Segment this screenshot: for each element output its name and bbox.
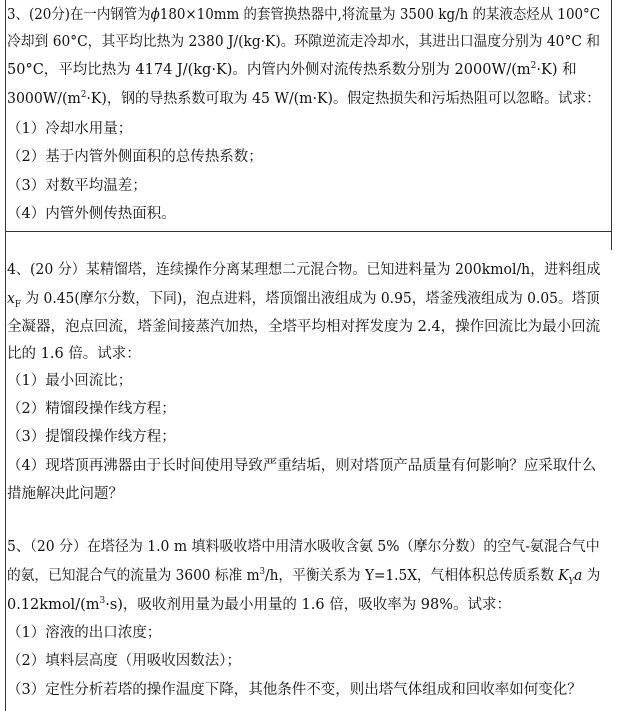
left-border-line — [5, 0, 6, 711]
q5-line-2: 的氨，已知混合气的流量为 3600 标准 $m^3/h$，平衡关系为 Y=1.5X，气相体积总传质系数 $K_Ya$ 为 — [7, 567, 601, 587]
q4-subquestion-2: （2）精馏段操作线方程； — [7, 401, 176, 417]
q4-line-2: $x_F$ 为 0.45(摩尔分数，下同)，泡点进料，塔顶馏出液组成为 0.95，塔釜残液组成为 0.05。塔顶 — [7, 291, 600, 310]
q3-subquestion-2: （2）基于内管外侧面积的总传热系数； — [7, 149, 263, 165]
q3-line-1: 3、(20分)在一内钢管为ϕ180×10mm 的套管换热器中,将流量为 3500 kg/h 的某液态烃从 100°C — [7, 7, 601, 23]
q5-subquestion-2: （2）填料层高度（用吸收因数法）； — [7, 653, 241, 669]
q4-line-1: 4、(20 分）某精馏塔，连续操作分离某理想二元混合物。已知进料量为 200kmol/h，进料组成 — [7, 262, 601, 278]
q3-subquestion-1: （1）冷却水用量； — [7, 121, 133, 137]
q4-subquestion-4: （4）现塔顶再沸器由于长时间使用导致严重结垢，则对塔顶产品质量有何影响？应采取什么 — [7, 458, 597, 474]
q3-line-2: 冷却到 60°C，其平均比热为 2380 J/(kg·K)。环隙逆流走冷却水，其进出口温度分别为 40°C 和 — [7, 34, 601, 50]
right-border-line — [611, 0, 612, 250]
q5-subquestion-1: （1）溶液的出口浓度； — [7, 625, 162, 641]
q4-line-3: 全凝器，泡点回流，塔釜间接蒸汽加热，全塔平均相对挥发度为 2.4，操作回流比为最小回流 — [7, 319, 601, 335]
question-divider — [5, 231, 612, 232]
q5-line-3: $0.12kmol/(m^3\cdot s)$，吸收剂用量为最小用量的 1.6 倍，吸收率为 98%。试求： — [7, 596, 512, 613]
q3-line-4: $3000W/(m^2\cdot K)$，钢的导热系数可取为 45 W/(m·K)。假定热损失和污垢热阻可以忽略。试求： — [7, 90, 601, 107]
q5-subquestion-3: （3）定性分析若塔的操作温度下降，其他条件不变，则出塔气体组成和回收率如何变化？ — [7, 682, 582, 698]
q4-subquestion-3: （3）提馏段操作线方程； — [7, 429, 176, 445]
q4-subquestion-1: （1）最小回流比； — [7, 373, 133, 389]
q3-line-3: 50°C，平均比热为 4174 J/(kg·K)。内管内外侧对流传热系数分别为 $2000W/(m^2\cdot K)$ 和 — [7, 61, 577, 78]
q4-line-4: 比的 1.6 倍。试求： — [7, 346, 141, 362]
q3-subquestion-3: （3）对数平均温差； — [7, 178, 147, 194]
q3-subquestion-4: （4）内管外侧传热面积。 — [7, 206, 176, 222]
q4-subquestion-4-cont: 措施解决此问题？ — [7, 486, 123, 502]
q5-line-1: 5、（20 分）在塔径为 1.0 m 填料吸收塔中用清水吸收含氨 5%（摩尔分数）的空气-氨混合气中 — [7, 539, 600, 555]
